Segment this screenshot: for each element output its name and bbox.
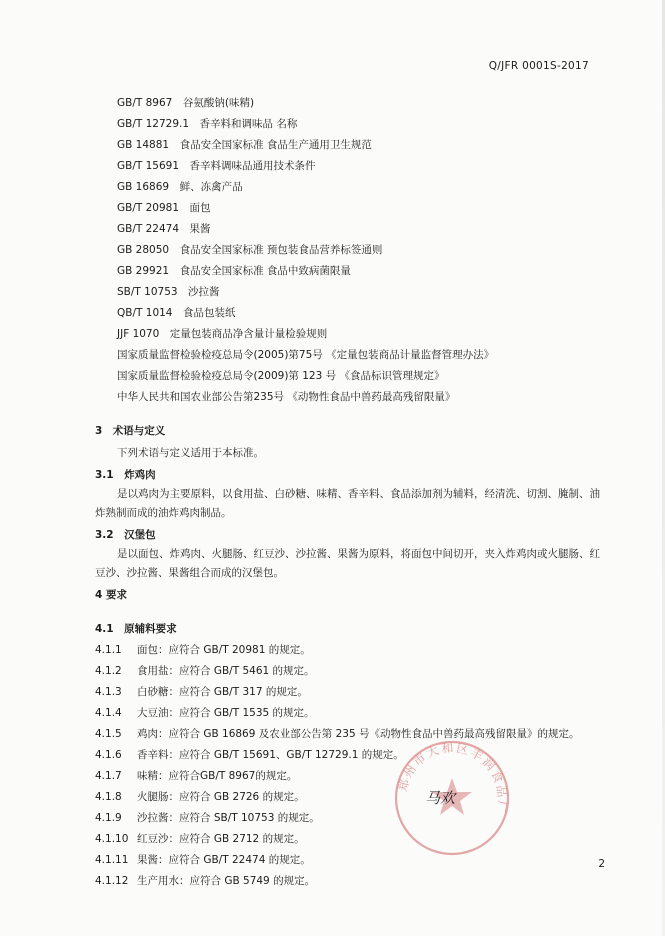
requirement-number: 4.1.6 [95,749,122,761]
requirement-number: 4.1.10 [95,833,129,845]
reference-item: GB/T 15691 香辛料调味品通用技术条件 [117,160,316,172]
requirement-number: 4.1.9 [95,812,122,824]
requirement-item [95,811,320,825]
reference-item: GB 16869 鲜、冻禽产品 [117,181,243,193]
reference-item: 国家质量监督检验检疫总局令(2005)第75号 《定量包装商品计量监督管理办法》 [117,349,495,361]
requirement-text: 面包：应符合 GB/T 20981 的规定。 [137,644,311,656]
requirement-text: 大豆油：应符合 GB/T 1535 的规定。 [137,707,315,719]
requirement-number: 4.1.12 [95,875,129,887]
requirement-text: 味精：应符合GB/T 8967的规定。 [137,770,298,782]
requirement-item [95,853,311,867]
requirement-item [95,874,315,888]
requirement-text: 白砂糖：应符合 GB/T 317 的规定。 [137,686,308,698]
term-3-1-title: 3.1 炸鸡肉 [95,469,156,481]
requirement-text: 香辛料：应符合 GB/T 15691、GB/T 12729.1 的规定。 [137,749,404,761]
requirement-text: 果酱：应符合 GB/T 22474 的规定。 [137,854,311,866]
reference-item: GB 29921 食品安全国家标准 食品中致病菌限量 [117,265,351,277]
reference-item: 国家质量监督检验检疫总局令(2009)第 123 号 《食品标识管理规定》 [117,370,445,382]
requirement-item [95,790,305,804]
requirement-number: 4.1.3 [95,686,122,698]
reference-item: SB/T 10753 沙拉酱 [117,286,220,298]
svg-text:郑州市大和区丰润食品厂: 郑州市大和区丰润食品厂 [395,740,510,816]
requirement-item [95,664,315,678]
reference-item: JJF 1070 定量包装商品净含量计量检验规则 [117,328,328,340]
signature: 马欢 [425,789,456,807]
reference-item: GB/T 22474 果酱 [117,223,211,235]
requirement-number: 4.1.11 [95,854,129,866]
requirement-item [95,832,305,846]
requirement-item [95,769,297,783]
requirement-number: 4.1.8 [95,791,122,803]
requirement-number: 4.1.1 [95,644,122,656]
requirement-number: 4.1.5 [95,728,122,740]
section-3-heading: 3 术语与定义 [95,425,166,437]
requirement-item [95,706,315,720]
requirement-text: 鸡肉：应符合 GB 16869 及农业部公告第 235 号《动物性食品中兽药最高残留限量》的规定。 [137,728,580,740]
reference-item: GB/T 8967 谷氨酸钠(味精) [117,97,255,109]
term-3-2-definition: 是以面包、炸鸡肉、火腿肠、红豆沙、沙拉酱、果酱为原料，将面包中间切开，夹入炸鸡肉或火腿肠、红豆沙、沙拉酱、果酱组合而成的汉堡包。 [95,548,600,579]
term-3-2-title: 3.2 汉堡包 [95,529,156,541]
requirement-number: 4.1.7 [95,770,122,782]
requirement-item [95,643,311,657]
section-4-1-heading: 4.1 原辅料要求 [95,623,177,635]
requirement-item [95,685,308,699]
page-number: 2 [598,858,605,870]
requirement-text: 沙拉酱：应符合 SB/T 10753 的规定。 [137,812,320,824]
reference-item: QB/T 1014 食品包装纸 [117,307,236,319]
section-3-intro: 下列术语与定义适用于本标准。 [117,447,264,459]
requirement-number: 4.1.4 [95,707,122,719]
section-4-heading: 4 要求 [95,589,127,601]
requirement-text: 生产用水：应符合 GB 5749 的规定。 [137,875,316,887]
requirement-number: 4.1.2 [95,665,122,677]
reference-item: GB 14881 食品安全国家标准 食品生产通用卫生规范 [117,139,372,151]
reference-item: GB/T 12729.1 香辛料和调味品 名称 [117,118,298,130]
requirement-text: 火腿肠：应符合 GB 2726 的规定。 [137,791,305,803]
requirement-text: 红豆沙：应符合 GB 2712 的规定。 [137,833,305,845]
reference-item: 中华人民共和国农业部公告第235号 《动物性食品中兽药最高残留限量》 [117,391,456,403]
document-code: Q/JFR 0001S-2017 [488,60,589,72]
term-3-1-definition: 是以鸡肉为主要原料，以食用盐、白砂糖、味精、香辛料、食品添加剂为辅料，经清洗、切割、腌制、油炸熟制而成的油炸鸡肉制品。 [95,488,600,519]
reference-item: GB 28050 食品安全国家标准 预包装食品营养标签通则 [117,244,383,256]
requirement-item [95,748,404,762]
requirement-text: 食用盐：应符合 GB/T 5461 的规定。 [137,665,315,677]
reference-item: GB/T 20981 面包 [117,202,211,214]
